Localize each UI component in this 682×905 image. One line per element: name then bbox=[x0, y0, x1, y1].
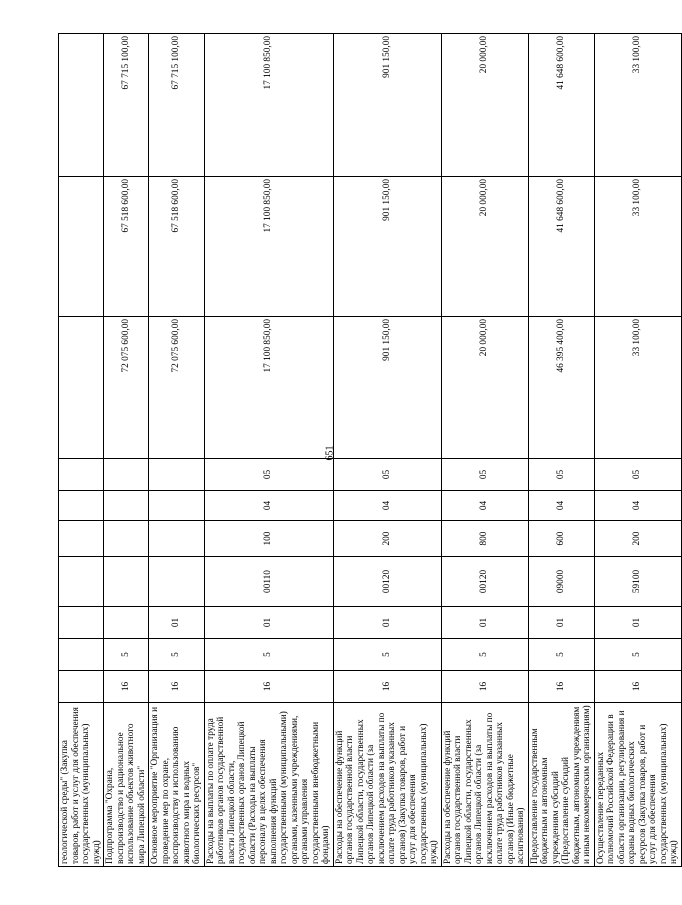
code-cell bbox=[59, 607, 104, 639]
code-cell bbox=[59, 671, 104, 703]
code-cell bbox=[149, 459, 205, 491]
code-cell: 01 bbox=[441, 607, 528, 639]
code-cell: 5 bbox=[104, 639, 149, 671]
code-cell bbox=[59, 639, 104, 671]
table-row bbox=[104, 34, 149, 867]
table-body bbox=[59, 34, 682, 867]
code-cell: 800 bbox=[441, 521, 528, 557]
code-cell bbox=[104, 521, 149, 557]
code-cell bbox=[59, 491, 104, 521]
code-cell: 16 bbox=[441, 671, 528, 703]
table-row bbox=[204, 34, 333, 867]
code-cell: 01 bbox=[204, 607, 333, 639]
code-cell: 04 bbox=[594, 491, 681, 521]
amount-cell: 17 100 850,00 bbox=[204, 317, 333, 459]
amount-cell: 20 000,00 bbox=[441, 317, 528, 459]
row-description: Расходы на обеспечение функций органов государственной власти Липецкой области, государственных органов Липецкой области (за исключением расходов на выплаты по оплате труда работников указанных органов) (Закупка товаров, работ и услуг для обеспечения государственных (муниципальных) нужд) bbox=[333, 703, 441, 867]
code-cell: 00110 bbox=[204, 557, 333, 607]
code-cell: 16 bbox=[528, 671, 594, 703]
code-cell: 5 bbox=[333, 639, 441, 671]
code-cell: 16 bbox=[333, 671, 441, 703]
amount-cell: 33 100,00 bbox=[594, 317, 681, 459]
code-cell: 16 bbox=[204, 671, 333, 703]
table-row bbox=[441, 34, 528, 867]
amount-cell: 20 000,00 bbox=[441, 177, 528, 317]
amount-cell: 41 648 600,00 bbox=[528, 34, 594, 177]
amount-cell: 17 100 850,00 bbox=[204, 177, 333, 317]
code-cell: 05 bbox=[594, 459, 681, 491]
row-description: Расходы на выплаты по оплате труда работников органов государственной власти Липецкой области, государственных органов Липецкой области (Расходы на выплаты персоналу в целях обеспечения выполнения функций государственными (муниципальными) органами, казенными учреждениями, органами управления государственными внебюджетными фондами) bbox=[204, 703, 333, 867]
table-row bbox=[594, 34, 681, 867]
amount-cell: 41 648 600,00 bbox=[528, 177, 594, 317]
amount-cell: 67 715 100,00 bbox=[149, 34, 205, 177]
amount-cell: 33 100,00 bbox=[594, 34, 681, 177]
amount-cell: 46 395 400,00 bbox=[528, 317, 594, 459]
table-row bbox=[333, 34, 441, 867]
code-cell: 04 bbox=[441, 491, 528, 521]
code-cell bbox=[149, 557, 205, 607]
code-cell: 00120 bbox=[333, 557, 441, 607]
row-description: Расходы на обеспечение функций органов государственной власти Липецкой области, государственных органов Липецкой области (за исключением расходов на выплаты по оплате труда работников указанных органов) (Иные бюджетные ассигнования) bbox=[441, 703, 528, 867]
code-cell bbox=[104, 459, 149, 491]
rotated-budget-table bbox=[58, 34, 679, 867]
code-cell: 100 bbox=[204, 521, 333, 557]
code-cell: 09000 bbox=[528, 557, 594, 607]
code-cell: 01 bbox=[594, 607, 681, 639]
amount-cell bbox=[59, 177, 104, 317]
code-cell: 00120 bbox=[441, 557, 528, 607]
amount-cell: 67 518 600,00 bbox=[104, 177, 149, 317]
code-cell bbox=[59, 557, 104, 607]
code-cell: 200 bbox=[594, 521, 681, 557]
row-description: Основное мероприятие "Организация и проведение мер по охране, воспроизводству и использованию животного мира и водных биологических ресурсов" bbox=[149, 703, 205, 867]
amount-cell: 20 000,00 bbox=[441, 34, 528, 177]
amount-cell: 72 075 600,00 bbox=[149, 317, 205, 459]
code-cell: 04 bbox=[528, 491, 594, 521]
table-row bbox=[59, 34, 104, 867]
amount-cell: 72 075 600,00 bbox=[104, 317, 149, 459]
amount-cell: 901 150,00 bbox=[333, 317, 441, 459]
code-cell: 5 bbox=[528, 639, 594, 671]
code-cell: 5 bbox=[441, 639, 528, 671]
code-cell: 01 bbox=[528, 607, 594, 639]
amount-cell: 901 150,00 bbox=[333, 34, 441, 177]
table-row bbox=[149, 34, 205, 867]
code-cell: 04 bbox=[333, 491, 441, 521]
code-cell: 01 bbox=[333, 607, 441, 639]
code-cell bbox=[104, 491, 149, 521]
code-cell bbox=[149, 521, 205, 557]
amount-cell: 67 715 100,00 bbox=[104, 34, 149, 177]
code-cell bbox=[59, 459, 104, 491]
page-number: 651 bbox=[324, 445, 336, 461]
row-description: Подпрограмма "Охрана, воспроизводство и рациональное использование объектов животного мира Липецкой области" bbox=[104, 703, 149, 867]
row-description: Предоставление государственным бюджетным и автономным учреждениям субсидий (Предоставление субсидий бюджетным, автономным учреждениям и иным некоммерческим организациям) bbox=[528, 703, 594, 867]
code-cell: 600 bbox=[528, 521, 594, 557]
code-cell bbox=[149, 491, 205, 521]
code-cell: 59100 bbox=[594, 557, 681, 607]
code-cell: 16 bbox=[149, 671, 205, 703]
row-description: геологической среды" (Закупка товаров, работ и услуг для обеспечения государственных (муниципальных) нужд) bbox=[59, 703, 104, 867]
code-cell: 5 bbox=[204, 639, 333, 671]
code-cell: 16 bbox=[104, 671, 149, 703]
amount-cell: 33 100,00 bbox=[594, 177, 681, 317]
code-cell: 5 bbox=[149, 639, 205, 671]
code-cell: 05 bbox=[333, 459, 441, 491]
code-cell: 16 bbox=[594, 671, 681, 703]
amount-cell bbox=[59, 317, 104, 459]
table-row bbox=[528, 34, 594, 867]
code-cell: 04 bbox=[204, 491, 333, 521]
code-cell bbox=[104, 607, 149, 639]
amount-cell: 67 518 600,00 bbox=[149, 177, 205, 317]
code-cell: 01 bbox=[149, 607, 205, 639]
code-cell: 05 bbox=[204, 459, 333, 491]
code-cell: 200 bbox=[333, 521, 441, 557]
budget-table bbox=[58, 33, 682, 867]
code-cell: 05 bbox=[528, 459, 594, 491]
amount-cell bbox=[59, 34, 104, 177]
code-cell bbox=[59, 521, 104, 557]
amount-cell: 17 100 850,00 bbox=[204, 34, 333, 177]
amount-cell: 901 150,00 bbox=[333, 177, 441, 317]
code-cell: 5 bbox=[594, 639, 681, 671]
row-description: Осуществление переданных полномочий Российской Федерации в области организации, регулирования и охраны водных биологических ресурсов (Закупка товаров, работ и услуг для обеспечения государственных (муниципальных) нужд) bbox=[594, 703, 681, 867]
code-cell: 05 bbox=[441, 459, 528, 491]
code-cell bbox=[104, 557, 149, 607]
